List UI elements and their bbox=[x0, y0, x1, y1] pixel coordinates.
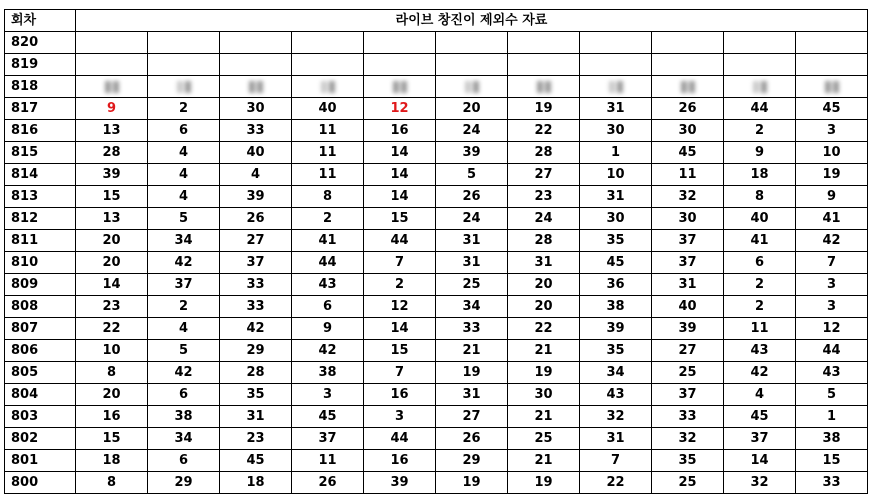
value-cell: 22 bbox=[508, 120, 580, 142]
round-number-cell: 818 bbox=[5, 76, 76, 98]
value-cell bbox=[796, 32, 868, 54]
value-cell: 9 bbox=[796, 186, 868, 208]
value-cell: 11 bbox=[292, 120, 364, 142]
value-cell: 35 bbox=[220, 384, 292, 406]
round-number-cell: 810 bbox=[5, 252, 76, 274]
round-number-cell: 815 bbox=[5, 142, 76, 164]
round-number-cell: 817 bbox=[5, 98, 76, 120]
value-cell: 42 bbox=[148, 362, 220, 384]
blurred-value-cell bbox=[364, 76, 436, 98]
value-cell: 28 bbox=[508, 142, 580, 164]
value-cell: 28 bbox=[76, 142, 148, 164]
round-number-cell: 800 bbox=[5, 472, 76, 494]
value-cell: 2 bbox=[364, 274, 436, 296]
value-cell bbox=[148, 54, 220, 76]
value-cell: 30 bbox=[220, 98, 292, 120]
round-column-header: 회차 bbox=[5, 10, 76, 32]
round-number-cell: 805 bbox=[5, 362, 76, 384]
value-cell: 32 bbox=[724, 472, 796, 494]
round-number-cell: 809 bbox=[5, 274, 76, 296]
value-cell bbox=[364, 54, 436, 76]
table-row bbox=[5, 384, 868, 406]
value-cell bbox=[508, 32, 580, 54]
round-number-cell: 808 bbox=[5, 296, 76, 318]
value-cell: 19 bbox=[796, 164, 868, 186]
blurred-value-cell bbox=[652, 76, 724, 98]
table-row bbox=[5, 340, 868, 362]
value-cell: 18 bbox=[220, 472, 292, 494]
value-cell: 21 bbox=[508, 340, 580, 362]
value-cell: 23 bbox=[220, 428, 292, 450]
value-cell: 28 bbox=[220, 362, 292, 384]
value-cell: 30 bbox=[580, 208, 652, 230]
value-cell: 12 bbox=[796, 318, 868, 340]
value-cell: 16 bbox=[364, 450, 436, 472]
value-cell: 39 bbox=[364, 472, 436, 494]
blurred-value bbox=[104, 76, 120, 97]
table-row bbox=[5, 186, 868, 208]
value-cell: 4 bbox=[148, 186, 220, 208]
value-cell: 4 bbox=[148, 164, 220, 186]
blurred-value bbox=[680, 76, 696, 97]
value-cell: 11 bbox=[292, 164, 364, 186]
value-cell bbox=[724, 54, 796, 76]
value-cell bbox=[580, 54, 652, 76]
table-row bbox=[5, 230, 868, 252]
value-cell: 20 bbox=[508, 274, 580, 296]
value-cell: 37 bbox=[724, 428, 796, 450]
value-cell: 4 bbox=[148, 142, 220, 164]
value-cell bbox=[724, 32, 796, 54]
value-cell: 2 bbox=[148, 98, 220, 120]
value-cell: 27 bbox=[508, 164, 580, 186]
value-cell: 40 bbox=[220, 142, 292, 164]
value-cell: 31 bbox=[652, 274, 724, 296]
value-cell: 45 bbox=[220, 450, 292, 472]
value-cell: 38 bbox=[292, 362, 364, 384]
value-cell: 11 bbox=[292, 142, 364, 164]
value-cell: 2 bbox=[148, 296, 220, 318]
value-cell: 37 bbox=[652, 384, 724, 406]
table-row bbox=[5, 164, 868, 186]
table-row bbox=[5, 208, 868, 230]
value-cell: 2 bbox=[724, 296, 796, 318]
value-cell: 7 bbox=[580, 450, 652, 472]
value-cell bbox=[652, 54, 724, 76]
value-cell bbox=[508, 54, 580, 76]
table-row bbox=[5, 318, 868, 340]
blurred-value-cell bbox=[148, 76, 220, 98]
table-row bbox=[5, 362, 868, 384]
table-row bbox=[5, 142, 868, 164]
blurred-value bbox=[536, 76, 552, 97]
value-cell: 14 bbox=[364, 164, 436, 186]
round-number-cell: 807 bbox=[5, 318, 76, 340]
value-cell: 38 bbox=[148, 406, 220, 428]
value-cell: 24 bbox=[436, 120, 508, 142]
value-cell: 25 bbox=[652, 362, 724, 384]
value-cell: 3 bbox=[796, 274, 868, 296]
value-cell: 20 bbox=[76, 384, 148, 406]
value-cell: 15 bbox=[796, 450, 868, 472]
blurred-value bbox=[464, 76, 480, 97]
value-cell: 11 bbox=[292, 450, 364, 472]
blurred-value-cell bbox=[580, 76, 652, 98]
value-cell: 45 bbox=[652, 142, 724, 164]
value-cell bbox=[76, 54, 148, 76]
value-cell: 14 bbox=[724, 450, 796, 472]
table-row bbox=[5, 120, 868, 142]
value-cell bbox=[580, 32, 652, 54]
blurred-value-cell bbox=[436, 76, 508, 98]
value-cell: 41 bbox=[724, 230, 796, 252]
value-cell bbox=[796, 54, 868, 76]
value-cell: 37 bbox=[220, 252, 292, 274]
value-cell bbox=[76, 32, 148, 54]
blurred-value bbox=[248, 76, 264, 97]
value-cell: 34 bbox=[148, 428, 220, 450]
value-cell: 35 bbox=[652, 450, 724, 472]
value-cell bbox=[364, 32, 436, 54]
value-cell: 2 bbox=[724, 120, 796, 142]
value-cell: 45 bbox=[796, 98, 868, 120]
value-cell bbox=[220, 54, 292, 76]
table-row bbox=[5, 54, 868, 76]
value-cell: 6 bbox=[148, 120, 220, 142]
value-cell: 44 bbox=[364, 230, 436, 252]
value-cell: 16 bbox=[364, 384, 436, 406]
value-cell: 33 bbox=[796, 472, 868, 494]
value-cell: 18 bbox=[76, 450, 148, 472]
blurred-value bbox=[392, 76, 408, 97]
blurred-value-cell bbox=[76, 76, 148, 98]
value-cell: 31 bbox=[220, 406, 292, 428]
value-cell: 21 bbox=[436, 340, 508, 362]
value-cell: 43 bbox=[292, 274, 364, 296]
value-cell: 14 bbox=[364, 186, 436, 208]
value-cell: 44 bbox=[364, 428, 436, 450]
blurred-value bbox=[824, 76, 840, 97]
value-cell: 33 bbox=[436, 318, 508, 340]
value-cell: 25 bbox=[652, 472, 724, 494]
value-cell: 19 bbox=[436, 362, 508, 384]
round-number-cell: 814 bbox=[5, 164, 76, 186]
value-cell: 32 bbox=[652, 186, 724, 208]
value-cell: 5 bbox=[148, 340, 220, 362]
value-cell bbox=[436, 32, 508, 54]
blurred-value-cell bbox=[724, 76, 796, 98]
value-cell: 25 bbox=[508, 428, 580, 450]
value-cell: 5 bbox=[148, 208, 220, 230]
value-cell: 1 bbox=[796, 406, 868, 428]
table-row bbox=[5, 450, 868, 472]
value-cell: 34 bbox=[436, 296, 508, 318]
table-title: 라이브 창진이 제외수 자료 bbox=[76, 10, 868, 32]
value-cell: 6 bbox=[724, 252, 796, 274]
value-cell: 16 bbox=[364, 120, 436, 142]
value-cell: 21 bbox=[508, 406, 580, 428]
value-cell: 14 bbox=[364, 142, 436, 164]
blurred-value bbox=[752, 76, 768, 97]
value-cell: 29 bbox=[436, 450, 508, 472]
value-cell: 24 bbox=[508, 208, 580, 230]
value-cell: 43 bbox=[796, 362, 868, 384]
value-cell: 14 bbox=[76, 274, 148, 296]
value-cell: 16 bbox=[76, 406, 148, 428]
value-cell: 21 bbox=[508, 450, 580, 472]
value-cell: 30 bbox=[652, 208, 724, 230]
round-number-cell: 820 bbox=[5, 32, 76, 54]
value-cell: 27 bbox=[436, 406, 508, 428]
value-cell: 44 bbox=[292, 252, 364, 274]
blurred-value-cell bbox=[220, 76, 292, 98]
value-cell: 31 bbox=[436, 384, 508, 406]
blurred-value-cell bbox=[292, 76, 364, 98]
value-cell: 28 bbox=[508, 230, 580, 252]
table-row bbox=[5, 274, 868, 296]
value-cell: 32 bbox=[652, 428, 724, 450]
value-cell: 12 bbox=[364, 98, 436, 120]
value-cell: 29 bbox=[148, 472, 220, 494]
value-cell: 45 bbox=[724, 406, 796, 428]
value-cell: 13 bbox=[76, 120, 148, 142]
value-cell: 36 bbox=[580, 274, 652, 296]
value-cell: 42 bbox=[292, 340, 364, 362]
value-cell: 15 bbox=[76, 186, 148, 208]
value-cell: 45 bbox=[580, 252, 652, 274]
table-row bbox=[5, 76, 868, 98]
value-cell: 5 bbox=[796, 384, 868, 406]
value-cell: 6 bbox=[148, 384, 220, 406]
value-cell: 1 bbox=[580, 142, 652, 164]
value-cell: 42 bbox=[796, 230, 868, 252]
value-cell: 39 bbox=[652, 318, 724, 340]
value-cell: 39 bbox=[580, 318, 652, 340]
value-cell: 6 bbox=[148, 450, 220, 472]
value-cell: 22 bbox=[580, 472, 652, 494]
value-cell: 18 bbox=[724, 164, 796, 186]
value-cell: 38 bbox=[796, 428, 868, 450]
value-cell: 27 bbox=[220, 230, 292, 252]
value-cell: 39 bbox=[436, 142, 508, 164]
value-cell: 13 bbox=[76, 208, 148, 230]
blurred-value bbox=[320, 76, 336, 97]
value-cell: 35 bbox=[580, 340, 652, 362]
round-number-cell: 802 bbox=[5, 428, 76, 450]
value-cell: 10 bbox=[580, 164, 652, 186]
value-cell: 11 bbox=[652, 164, 724, 186]
value-cell: 14 bbox=[364, 318, 436, 340]
value-cell: 12 bbox=[364, 296, 436, 318]
value-cell: 3 bbox=[796, 120, 868, 142]
value-cell: 8 bbox=[724, 186, 796, 208]
value-cell: 7 bbox=[796, 252, 868, 274]
value-cell: 6 bbox=[292, 296, 364, 318]
value-cell: 25 bbox=[436, 274, 508, 296]
value-cell: 24 bbox=[436, 208, 508, 230]
value-cell: 8 bbox=[292, 186, 364, 208]
value-cell: 29 bbox=[220, 340, 292, 362]
value-cell: 30 bbox=[652, 120, 724, 142]
table-row bbox=[5, 472, 868, 494]
value-cell: 3 bbox=[364, 406, 436, 428]
value-cell: 38 bbox=[580, 296, 652, 318]
blurred-value bbox=[176, 76, 192, 97]
value-cell: 37 bbox=[652, 230, 724, 252]
value-cell: 10 bbox=[796, 142, 868, 164]
value-cell: 26 bbox=[652, 98, 724, 120]
blurred-value bbox=[608, 76, 624, 97]
value-cell: 42 bbox=[220, 318, 292, 340]
round-number-cell: 816 bbox=[5, 120, 76, 142]
value-cell: 40 bbox=[292, 98, 364, 120]
value-cell: 9 bbox=[76, 98, 148, 120]
table-body bbox=[5, 32, 868, 494]
round-number-cell: 804 bbox=[5, 384, 76, 406]
value-cell: 34 bbox=[148, 230, 220, 252]
value-cell: 45 bbox=[292, 406, 364, 428]
value-cell: 4 bbox=[220, 164, 292, 186]
table-row bbox=[5, 296, 868, 318]
table-row bbox=[5, 406, 868, 428]
value-cell: 9 bbox=[292, 318, 364, 340]
value-cell: 19 bbox=[436, 472, 508, 494]
value-cell: 19 bbox=[508, 98, 580, 120]
value-cell: 10 bbox=[76, 340, 148, 362]
value-cell: 30 bbox=[508, 384, 580, 406]
round-number-cell: 803 bbox=[5, 406, 76, 428]
table-row bbox=[5, 428, 868, 450]
value-cell: 42 bbox=[724, 362, 796, 384]
blurred-value-cell bbox=[508, 76, 580, 98]
value-cell: 44 bbox=[724, 98, 796, 120]
blurred-value-cell bbox=[796, 76, 868, 98]
value-cell: 31 bbox=[436, 230, 508, 252]
round-number-cell: 812 bbox=[5, 208, 76, 230]
value-cell: 5 bbox=[436, 164, 508, 186]
value-cell: 8 bbox=[76, 362, 148, 384]
value-cell: 31 bbox=[508, 252, 580, 274]
round-number-cell: 806 bbox=[5, 340, 76, 362]
value-cell: 8 bbox=[76, 472, 148, 494]
value-cell: 37 bbox=[652, 252, 724, 274]
value-cell bbox=[292, 54, 364, 76]
value-cell: 37 bbox=[292, 428, 364, 450]
value-cell: 15 bbox=[76, 428, 148, 450]
value-cell: 42 bbox=[148, 252, 220, 274]
round-number-cell: 819 bbox=[5, 54, 76, 76]
value-cell: 31 bbox=[436, 252, 508, 274]
value-cell: 9 bbox=[724, 142, 796, 164]
value-cell: 20 bbox=[76, 230, 148, 252]
value-cell: 2 bbox=[724, 274, 796, 296]
round-number-cell: 811 bbox=[5, 230, 76, 252]
value-cell: 22 bbox=[76, 318, 148, 340]
value-cell: 39 bbox=[220, 186, 292, 208]
value-cell: 7 bbox=[364, 362, 436, 384]
value-cell: 23 bbox=[508, 186, 580, 208]
value-cell: 33 bbox=[220, 274, 292, 296]
value-cell: 2 bbox=[292, 208, 364, 230]
value-cell: 32 bbox=[580, 406, 652, 428]
value-cell bbox=[148, 32, 220, 54]
value-cell: 26 bbox=[220, 208, 292, 230]
value-cell: 22 bbox=[508, 318, 580, 340]
value-cell: 41 bbox=[292, 230, 364, 252]
value-cell: 3 bbox=[796, 296, 868, 318]
value-cell: 37 bbox=[148, 274, 220, 296]
value-cell: 33 bbox=[652, 406, 724, 428]
round-number-cell: 813 bbox=[5, 186, 76, 208]
value-cell: 35 bbox=[580, 230, 652, 252]
value-cell bbox=[292, 32, 364, 54]
value-cell: 19 bbox=[508, 472, 580, 494]
table-row bbox=[5, 32, 868, 54]
value-cell: 20 bbox=[76, 252, 148, 274]
value-cell: 34 bbox=[580, 362, 652, 384]
value-cell: 30 bbox=[580, 120, 652, 142]
value-cell: 43 bbox=[580, 384, 652, 406]
value-cell: 20 bbox=[436, 98, 508, 120]
table-row bbox=[5, 252, 868, 274]
value-cell: 11 bbox=[724, 318, 796, 340]
value-cell: 43 bbox=[724, 340, 796, 362]
value-cell bbox=[436, 54, 508, 76]
value-cell: 23 bbox=[76, 296, 148, 318]
header-row bbox=[5, 10, 868, 32]
value-cell: 19 bbox=[508, 362, 580, 384]
value-cell: 26 bbox=[436, 186, 508, 208]
value-cell: 3 bbox=[292, 384, 364, 406]
value-cell: 41 bbox=[796, 208, 868, 230]
value-cell: 7 bbox=[364, 252, 436, 274]
value-cell: 33 bbox=[220, 296, 292, 318]
value-cell: 26 bbox=[292, 472, 364, 494]
round-number-cell: 801 bbox=[5, 450, 76, 472]
value-cell: 15 bbox=[364, 208, 436, 230]
table-row bbox=[5, 98, 868, 120]
value-cell: 44 bbox=[796, 340, 868, 362]
value-cell bbox=[652, 32, 724, 54]
value-cell: 33 bbox=[220, 120, 292, 142]
exclusion-number-table bbox=[4, 9, 868, 494]
value-cell: 40 bbox=[652, 296, 724, 318]
value-cell bbox=[220, 32, 292, 54]
value-cell: 4 bbox=[724, 384, 796, 406]
value-cell: 40 bbox=[724, 208, 796, 230]
value-cell: 31 bbox=[580, 428, 652, 450]
value-cell: 31 bbox=[580, 98, 652, 120]
value-cell: 4 bbox=[148, 318, 220, 340]
value-cell: 20 bbox=[508, 296, 580, 318]
value-cell: 27 bbox=[652, 340, 724, 362]
value-cell: 39 bbox=[76, 164, 148, 186]
value-cell: 31 bbox=[580, 186, 652, 208]
value-cell: 26 bbox=[436, 428, 508, 450]
value-cell: 15 bbox=[364, 340, 436, 362]
